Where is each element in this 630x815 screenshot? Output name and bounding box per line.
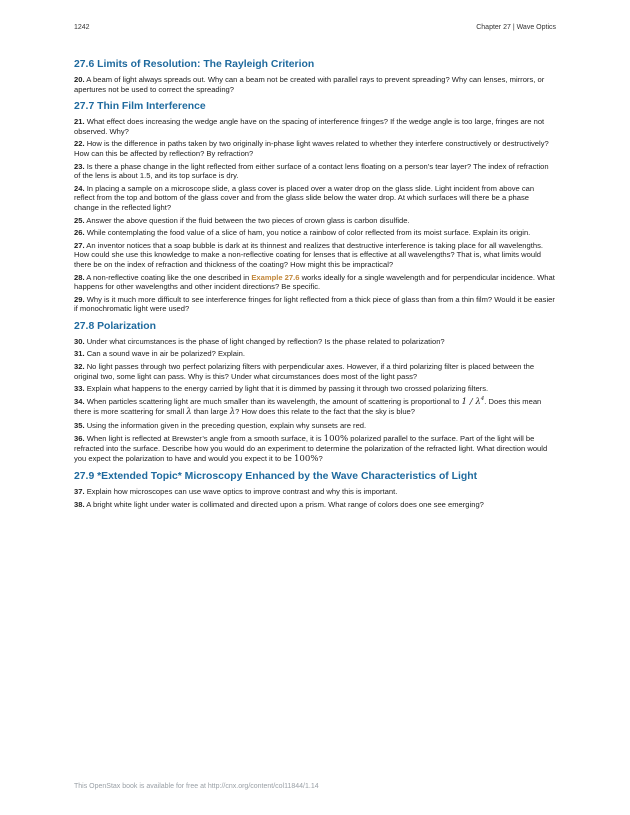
question-text: When light is reflected at Brewster’s angle from a smooth surface, it is — [86, 433, 324, 443]
section-title: 27.6 Limits of Resolution: The Rayleigh Criterion — [74, 59, 315, 70]
math-lambda: λ — [229, 407, 236, 418]
question-text: What effect does increasing the wedge angle have on the spacing of interference fringes? If the wedge angle is too large, fringes are not observed. Why? — [74, 117, 545, 136]
section-title: 27.7 Thin Film Interference — [74, 101, 206, 113]
question-22 — [74, 139, 556, 158]
question-text: A bright white light under water is collimated and directed upon a prism. What range of colors does one see emerging? — [86, 500, 484, 509]
math-inverse-lambda — [462, 397, 485, 407]
question-text: Explain how microscopes can use wave optics to improve contrast and why this is important. — [86, 487, 398, 497]
question-text: In placing a sample on a microscope slide, a glass cover is placed over a water drop on the glass slide. Light incident from above can reflect from the top and bottom of the glass cover and from the glass slide below the water drop. At which surfaces will there be a phase change in the reflected light? — [74, 183, 535, 212]
question-30 — [74, 337, 556, 347]
question-number: 20. — [74, 75, 85, 84]
question-36 — [74, 434, 556, 465]
question-number: 36. — [74, 433, 85, 443]
question-number: 24. — [74, 183, 85, 193]
question-26 — [74, 228, 556, 238]
question-33 — [74, 384, 556, 394]
question-text: How is the difference in paths taken by two originally in-phase light waves related to whether they interfere constructively or destructively? How can this be affected by reflection? By refraction? — [74, 139, 549, 158]
question-text: A non-reflective coating like the one described in — [86, 272, 252, 282]
section-27-8 — [74, 320, 556, 465]
question-text: Using the information given in the preceding question, explain why sunsets are red. — [86, 421, 367, 431]
question-number: 33. — [74, 384, 85, 394]
chapter-title: Chapter 27 | Wave Optics — [476, 24, 556, 31]
math-exponent: 4 — [480, 395, 485, 402]
question-number: 38. — [74, 500, 85, 509]
question-29 — [74, 295, 556, 314]
question-37 — [74, 487, 556, 497]
question-24 — [74, 184, 556, 213]
question-32 — [74, 362, 556, 381]
question-20 — [74, 75, 556, 94]
question-number: 31. — [74, 349, 85, 359]
question-number: 29. — [74, 294, 85, 304]
section-27-9 — [74, 470, 556, 509]
question-number: 32. — [74, 362, 85, 372]
question-number: 28. — [74, 272, 85, 282]
section-title: 27.8 Polarization — [74, 320, 156, 332]
question-number: 26. — [74, 228, 85, 238]
question-text: Can a sound wave in air be polarized? Explain. — [86, 349, 245, 359]
question-34 — [74, 397, 556, 418]
section-title: 27.9 *Extended Topic* Microscopy Enhanced by the Wave Characteristics of Light — [74, 471, 478, 483]
question-text: Why is it much more difficult to see interference fringes for light reflected from a thick piece of glass than from a thin film? Would it be easier if monochromatic light were used? — [74, 294, 555, 314]
example-link[interactable]: Example 27.6 — [251, 272, 300, 282]
question-number: 27. — [74, 240, 85, 250]
question-text: Explain what happens to the energy carried by light that it is dimmed by passing it through two crossed polarizing filters. — [86, 384, 489, 394]
question-35 — [74, 421, 556, 431]
math-expression: 1 / λ — [461, 396, 481, 407]
question-text: than large — [191, 407, 230, 417]
question-text: Answer the above question if the fluid between the two pieces of crown glass is carbon disulfide. — [86, 215, 410, 225]
question-number: 37. — [74, 487, 85, 497]
question-31 — [74, 349, 556, 359]
question-text: Is there a phase change in the light reflected from either surface of a contact lens floating on a person’s tear layer? The index of refraction of the lens is about 1.5, and its top surface is dry. — [74, 161, 549, 181]
math-percent: 100% — [323, 433, 349, 444]
question-text: ? — [318, 453, 323, 463]
question-23 — [74, 162, 556, 181]
question-number: 35. — [74, 421, 85, 431]
question-number: 30. — [74, 336, 85, 346]
section-27-6 — [74, 58, 556, 94]
question-text: An inventor notices that a soap bubble is dark at its thinnest and realizes that destructive interference is taking place for all wavelengths. How could she use this knowledge to make a non-reflective coating for lenses that is effective at all wavelengths? That is, what limits would there be on the index of refraction and thickness of the coating? How might this be impractical? — [74, 240, 543, 269]
question-27 — [74, 241, 556, 270]
question-21 — [74, 117, 556, 136]
question-text: No light passes through two perfect polarizing filters with perpendicular axes. However, if a third polarizing filter is placed between the original two, some light can pass. Why is this? Under what circumstances does most of the light pass? — [74, 362, 535, 381]
math-lambda: λ — [186, 407, 192, 418]
page-content — [74, 58, 556, 516]
question-text: A beam of light always spreads out. Why can a beam not be created with parallel rays to prevent spreading? Why can lenses, mirrors, or apertures not be used to correct the spreading? — [74, 75, 545, 94]
page-header — [74, 24, 556, 36]
question-text: Under what circumstances is the phase of light changed by reflection? Is the phase related to polarization? — [86, 336, 445, 346]
question-text: ? How does this relate to the fact that the sky is blue? — [235, 407, 415, 417]
question-text: works ideally for a single wavelength and for perpendicular incidence. What happens for other wavelengths and other incident directions? Be specific. — [74, 272, 555, 292]
question-number: 21. — [74, 117, 85, 127]
question-25 — [74, 216, 556, 226]
question-number: 25. — [74, 215, 85, 225]
question-text: polarized parallel to the surface. Part of the light will be refracted into the surface. Describe how you would do an experiment to determine the polarization of the refracted light. What direction would you expect the polarization to have and would you expect it to be — [74, 433, 548, 463]
question-text: While contemplating the food value of a slice of ham, you notice a rainbow of color reflected from its moist surface. Explain its origin. — [86, 228, 531, 238]
section-27-7 — [74, 100, 556, 314]
question-28 — [74, 273, 556, 292]
question-text: . Does this mean there is more scattering for small — [74, 396, 542, 417]
question-38 — [74, 500, 556, 510]
question-number: 23. — [74, 161, 85, 171]
page-number: 1242 — [74, 24, 90, 31]
question-text: When particles scattering light are much smaller than its wavelength, the amount of scattering is proportional to — [86, 396, 462, 406]
page-footer: This OpenStax book is available for free at http://cnx.org/content/col11844/1.14 — [74, 783, 319, 790]
math-percent: 100% — [293, 453, 319, 464]
question-number: 34. — [74, 396, 85, 406]
question-number: 22. — [74, 139, 85, 149]
